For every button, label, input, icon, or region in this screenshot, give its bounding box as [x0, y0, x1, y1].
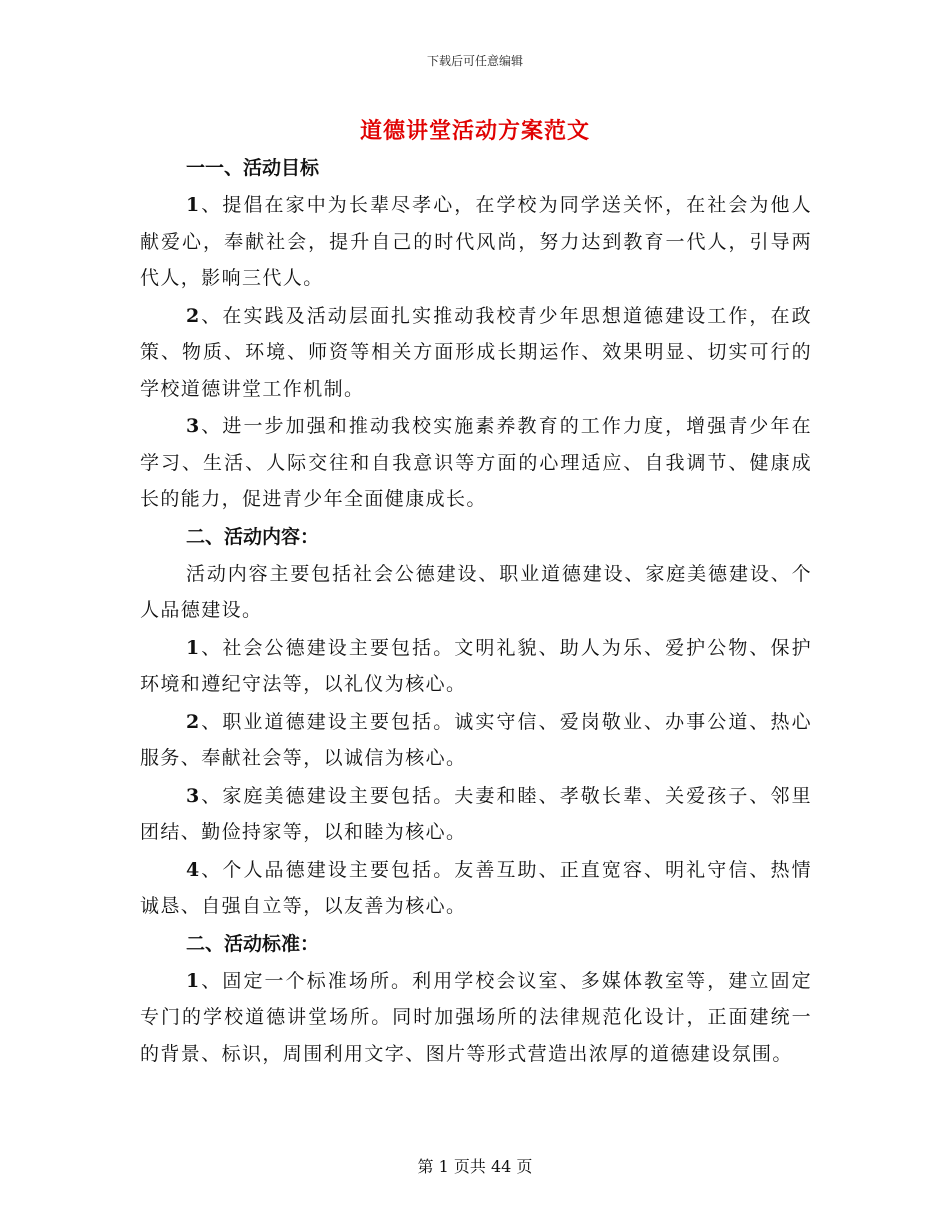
- paragraph-text: 、个人品德建设主要包括。友善互助、正直宽容、明礼守信、热情诚恳、自强自立等，以友善为核心。: [140, 858, 812, 917]
- paragraph: [140, 630, 812, 703]
- item-number: 3: [186, 784, 201, 807]
- paragraph-text: 、提倡在家中为长辈尽孝心，在学校为同学送关怀，在社会为他人献爱心，奉献社会，提升自己的时代风尚，努力达到教育一代人，引导两代人，影响三代人。: [140, 194, 812, 289]
- section-heading: 二、活动标准：: [186, 932, 320, 955]
- item-number: 2: [186, 710, 201, 733]
- item-number: 1: [186, 194, 201, 216]
- item-number: 3: [186, 415, 201, 437]
- paragraph: [140, 408, 812, 518]
- paragraph: [140, 187, 812, 297]
- section-content: [140, 519, 812, 925]
- paragraph: [140, 852, 812, 925]
- paragraph-text: 、家庭美德建设主要包括。夫妻和睦、孝敬长辈、关爱孩子、邻里团结、勤俭持家等，以和睦为核心。: [140, 784, 812, 843]
- section-heading: 二、活动内容：: [186, 525, 320, 548]
- document-title: 道德讲堂活动方案范文: [359, 118, 590, 144]
- item-number: 1: [186, 969, 201, 992]
- paragraph: [140, 963, 812, 1073]
- item-number: 1: [186, 636, 201, 659]
- document-body: [140, 150, 812, 1073]
- paragraph: [140, 298, 812, 408]
- header-note: 下载后可任意编辑: [426, 54, 523, 68]
- paragraph: [140, 778, 812, 851]
- paragraph-text: 、在实践及活动层面扎实推动我校青少年思想道德建设工作，在政策、物质、环境、师资等相关方面形成长期运作、效果明显、切实可行的学校道德讲堂工作机制。: [140, 304, 812, 400]
- item-number: 4: [186, 858, 201, 881]
- paragraph-text: 、社会公德建设主要包括。文明礼貌、助人为乐、爱护公物、保护环境和遵纪守法等，以礼仪为核心。: [140, 636, 812, 695]
- paragraph: [140, 704, 812, 777]
- section-goals: [140, 150, 812, 518]
- section-standards: [140, 926, 812, 1073]
- section-heading: 一一、活动目标: [186, 157, 320, 179]
- paragraph-text: 、固定一个标准场所。利用学校会议室、多媒体教室等，建立固定专门的学校道德讲堂场所。同时加强场所的法律规范化设计，正面建统一的背景、标识，周围利用文字、图片等形式营造出浓厚的道德建设氛围。: [140, 969, 812, 1065]
- paragraph-text: 、职业道德建设主要包括。诚实守信、爱岗敬业、办事公道、热心服务、奉献社会等，以诚信为核心。: [140, 710, 812, 769]
- page-footer: 第 1 页共 44 页: [417, 1157, 533, 1176]
- section-intro: 活动内容主要包括社会公德建设、职业道德建设、家庭美德建设、个人品德建设。: [140, 562, 812, 621]
- paragraph-text: 、进一步加强和推动我校实施素养教育的工作力度，增强青少年在学习、生活、人际交往和自我意识等方面的心理适应、自我调节、健康成长的能力，促进青少年全面健康成长。: [140, 415, 812, 510]
- item-number: 2: [186, 304, 201, 327]
